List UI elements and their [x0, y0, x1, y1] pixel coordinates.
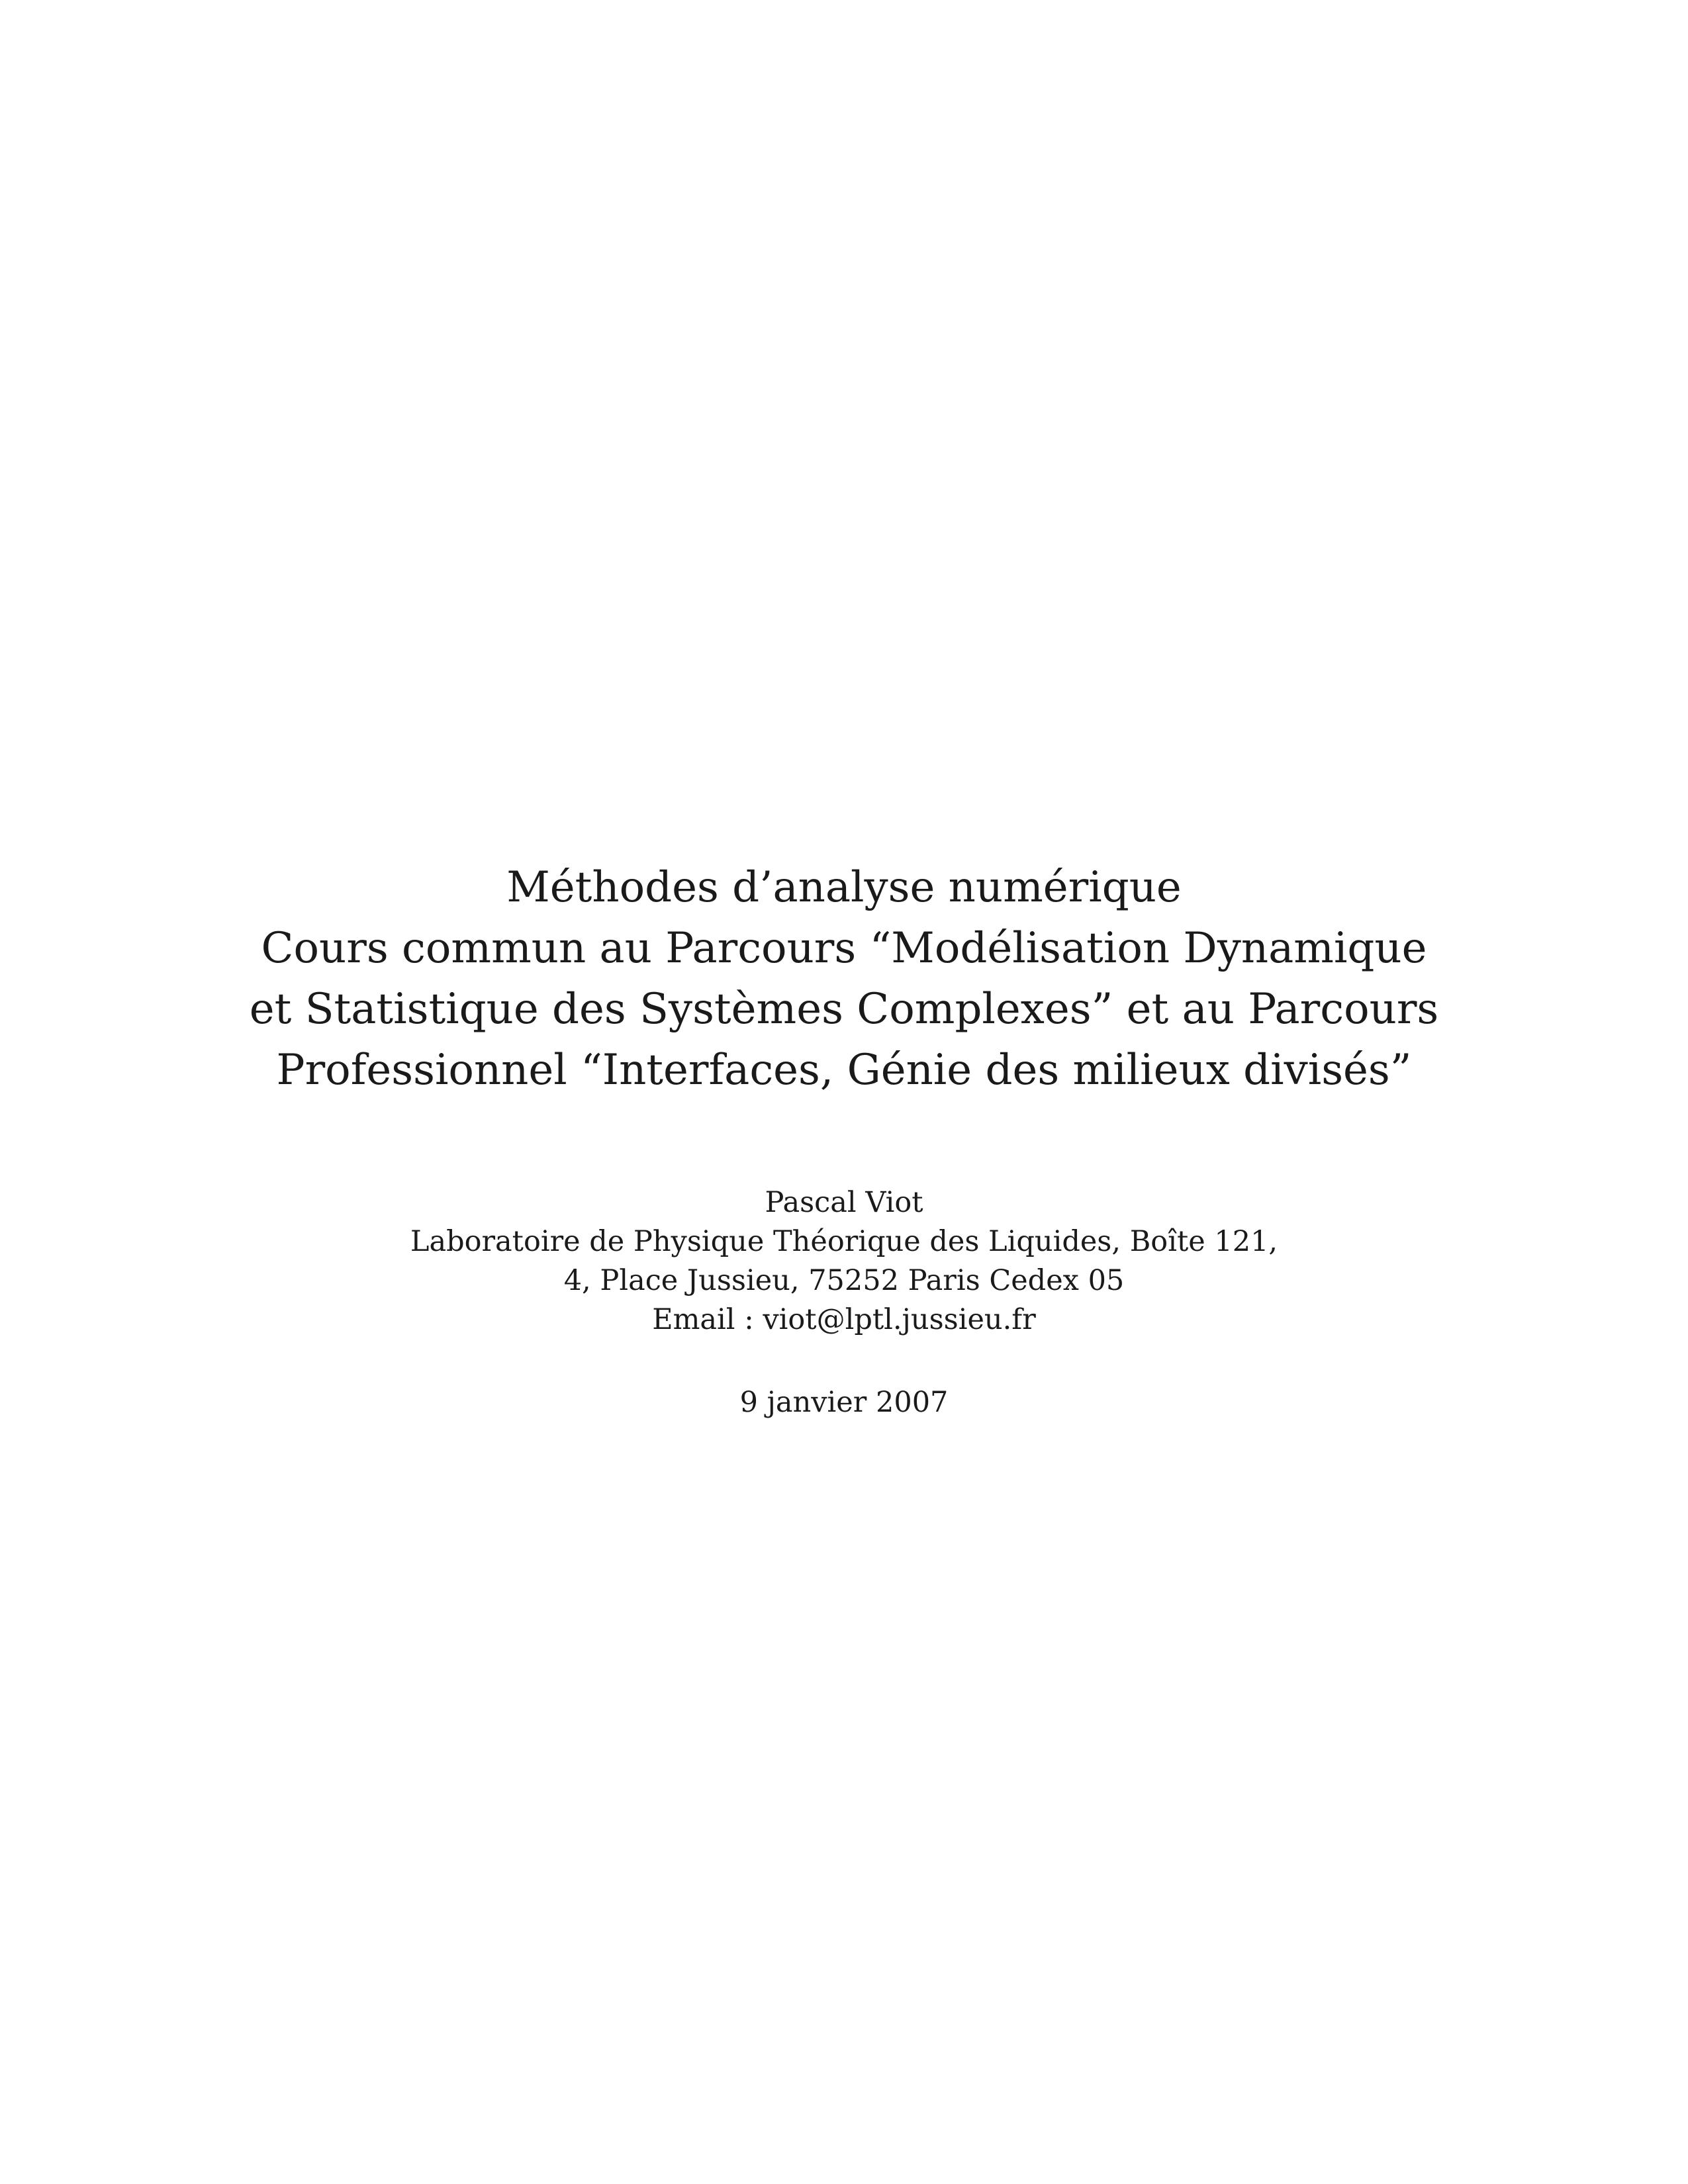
title-line-3: et Statistique des Systèmes Complexes” et au Parcours [249, 985, 1439, 1034]
author-address: 4, Place Jussieu, 75252 Paris Cedex 05 [563, 1264, 1125, 1297]
author-block [0, 1183, 1688, 1340]
author-email: Email : viot@lptl.jussieu.fr [652, 1303, 1036, 1336]
document-title [0, 857, 1688, 1101]
author-name: Pascal Viot [765, 1186, 923, 1219]
author-affiliation: Laboratoire de Physique Théorique des Liquides, Boîte 121, [410, 1225, 1278, 1258]
title-line-1: Méthodes d’analyse numérique [506, 863, 1182, 912]
title-line-4: Professionnel “Interfaces, Génie des milieux divisés” [276, 1046, 1412, 1095]
title-line-2: Cours commun au Parcours “Modélisation Dynamique [261, 924, 1427, 973]
document-date: 9 janvier 2007 [739, 1386, 949, 1419]
